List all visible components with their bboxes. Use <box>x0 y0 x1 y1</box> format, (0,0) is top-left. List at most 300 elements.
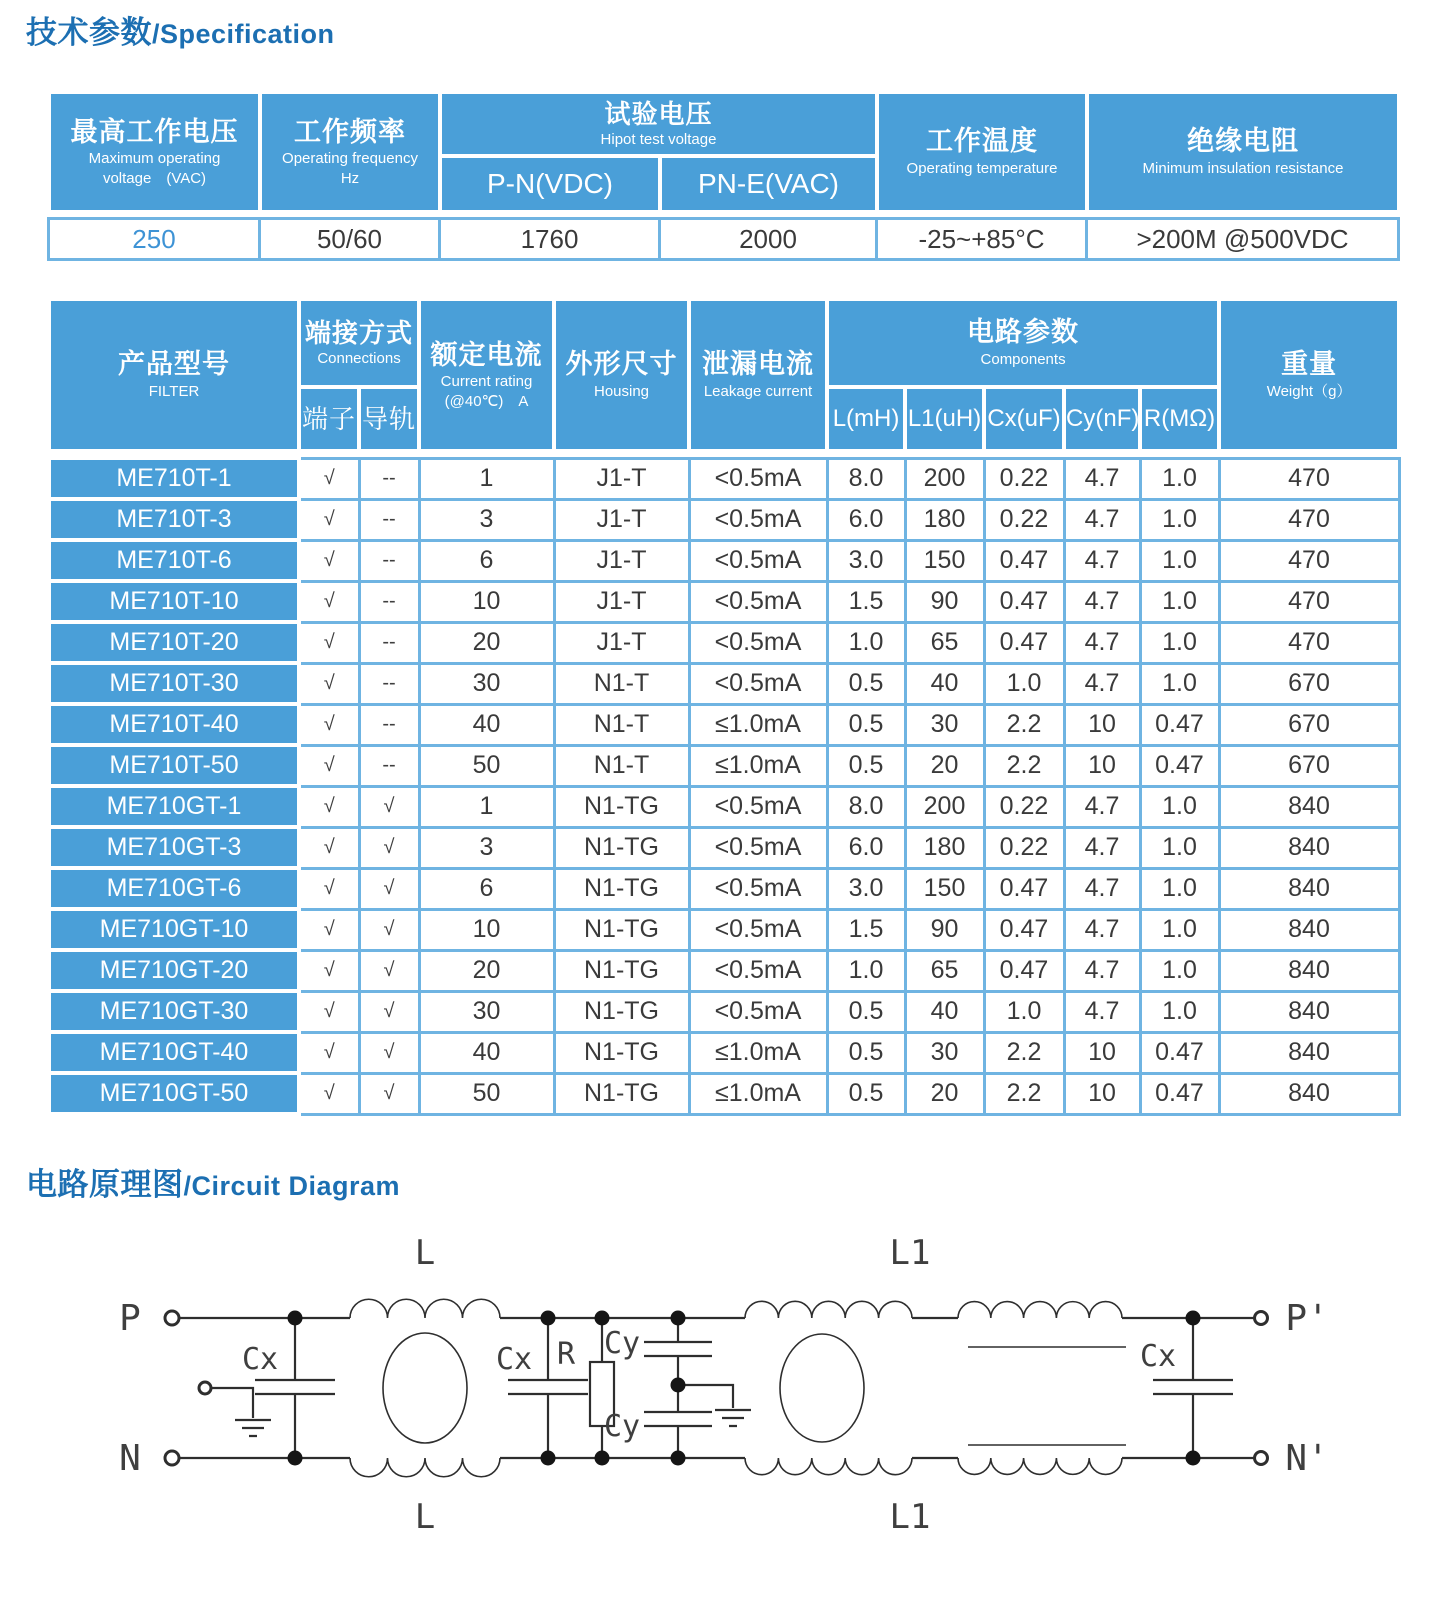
ground-icon <box>235 1420 271 1436</box>
table-row <box>49 663 1399 704</box>
data-cell: <0.5mA <box>689 909 827 950</box>
data-cell: 0.22 <box>984 786 1064 827</box>
data-cell: 3 <box>419 827 554 868</box>
value-insulation: >200M @500VDC <box>1087 219 1399 260</box>
header-hipot-en: Hipot test voltage <box>600 130 717 148</box>
data-cell: 65 <box>905 622 984 663</box>
data-cell: 1.0 <box>1140 663 1219 704</box>
value-pne-vac: 2000 <box>660 219 877 260</box>
header-components-zh: 电路参数 <box>967 317 1080 348</box>
data-cell: 0.47 <box>984 868 1064 909</box>
junction-dot <box>1186 1451 1201 1466</box>
header-cy-nf: Cy(nF) <box>1064 387 1140 451</box>
model-cell: ME710GT-40 <box>49 1032 299 1073</box>
terminal-n <box>165 1451 179 1465</box>
data-cell: -- <box>359 663 419 704</box>
junction-dot <box>595 1451 610 1466</box>
table-row <box>49 868 1399 909</box>
data-cell: √ <box>359 1032 419 1073</box>
junction-dot <box>541 1311 556 1326</box>
data-cell: √ <box>299 499 359 540</box>
data-cell: √ <box>359 1073 419 1114</box>
data-cell: J1-T <box>554 622 689 663</box>
data-cell: √ <box>299 458 359 499</box>
capacitor-cx2 <box>508 1380 588 1394</box>
inductor-l-top <box>350 1299 500 1318</box>
terminal-p <box>165 1311 179 1325</box>
header-current-en2: (@40℃) A <box>444 392 529 410</box>
data-cell: 1 <box>419 458 554 499</box>
data-cell: 0.47 <box>984 950 1064 991</box>
data-cell: 0.47 <box>984 581 1064 622</box>
data-cell: 20 <box>419 950 554 991</box>
circuit-schematic <box>100 1206 1410 1546</box>
data-cell: 4.7 <box>1064 991 1140 1032</box>
data-cell: N1-T <box>554 745 689 786</box>
header-frequency-en1: Operating frequency <box>282 150 418 168</box>
spec-summary-table <box>47 90 1442 261</box>
header-frequency-en2: Hz <box>340 169 360 187</box>
header-pn-vdc: P-N(VDC) <box>440 156 660 212</box>
junction-dot <box>671 1311 686 1326</box>
model-cell: ME710T-10 <box>49 581 299 622</box>
earth-terminal <box>199 1382 211 1394</box>
data-cell: 50 <box>419 1073 554 1114</box>
data-cell: 1.0 <box>1140 786 1219 827</box>
model-cell: ME710T-1 <box>49 458 299 499</box>
label-l1-bottom: L1 <box>889 1497 931 1538</box>
data-cell: 40 <box>419 1032 554 1073</box>
data-cell: 1.0 <box>984 991 1064 1032</box>
header-frequency <box>260 92 440 212</box>
value-temperature: -25~+85°C <box>877 219 1087 260</box>
data-cell: √ <box>299 909 359 950</box>
data-cell: 2.2 <box>984 1032 1064 1073</box>
data-cell: 30 <box>419 663 554 704</box>
label-cy-top: Cy <box>603 1326 641 1362</box>
header-pne-vac: PN-E(VAC) <box>660 156 877 212</box>
data-cell: 0.22 <box>984 458 1064 499</box>
data-cell: -- <box>359 499 419 540</box>
data-cell: 8.0 <box>827 458 905 499</box>
data-cell: <0.5mA <box>689 950 827 991</box>
label-p: P <box>119 1298 141 1340</box>
capacitor-cx3 <box>1153 1380 1233 1394</box>
data-cell: 1 <box>419 786 554 827</box>
data-cell: N1-T <box>554 704 689 745</box>
data-cell: 180 <box>905 827 984 868</box>
data-cell: 4.7 <box>1064 581 1140 622</box>
data-cell: 0.47 <box>984 909 1064 950</box>
header-l-mh: L(mH) <box>827 387 905 451</box>
data-cell: 840 <box>1219 786 1399 827</box>
header-components-en: Components <box>980 351 1066 369</box>
inductor-l1-top-a <box>745 1301 912 1318</box>
table-row <box>49 540 1399 581</box>
inductor-l1-bottom-b <box>958 1458 1122 1474</box>
data-cell: J1-T <box>554 458 689 499</box>
data-cell: 65 <box>905 950 984 991</box>
header-weight <box>1219 299 1399 451</box>
data-cell: N1-TG <box>554 786 689 827</box>
value-pn-vdc: 1760 <box>440 219 660 260</box>
data-cell: √ <box>299 663 359 704</box>
data-cell: 6.0 <box>827 827 905 868</box>
data-cell: 90 <box>905 581 984 622</box>
model-cell: ME710GT-10 <box>49 909 299 950</box>
header-model-en: FILTER <box>148 383 200 401</box>
spec-section-title <box>26 16 1442 50</box>
value-max-voltage: 250 <box>49 219 260 260</box>
table-row <box>49 827 1399 868</box>
header-current-rating <box>419 299 554 451</box>
data-cell: N1-TG <box>554 1032 689 1073</box>
data-cell: -- <box>359 458 419 499</box>
header-insulation-en: Minimum insulation resistance <box>1142 160 1344 178</box>
data-cell: N1-TG <box>554 909 689 950</box>
table-row <box>49 909 1399 950</box>
data-cell: 470 <box>1219 540 1399 581</box>
data-cell: 1.0 <box>1140 499 1219 540</box>
data-cell: √ <box>299 950 359 991</box>
data-cell: 200 <box>905 458 984 499</box>
data-cell: 30 <box>905 704 984 745</box>
table-row <box>49 950 1399 991</box>
data-cell: 150 <box>905 540 984 581</box>
data-cell: 4.7 <box>1064 909 1140 950</box>
data-cell: 200 <box>905 786 984 827</box>
header-l1-uh: L1(uH) <box>905 387 984 451</box>
header-weight-en: Weight（g） <box>1266 383 1352 401</box>
data-cell: 40 <box>905 663 984 704</box>
data-cell: √ <box>299 827 359 868</box>
spec-summary-values <box>47 217 1400 261</box>
data-cell: -- <box>359 745 419 786</box>
choke-core-l <box>383 1333 467 1443</box>
data-cell: √ <box>299 1073 359 1114</box>
data-cell: √ <box>359 868 419 909</box>
table-row <box>49 704 1399 745</box>
data-cell: 670 <box>1219 704 1399 745</box>
choke-core-lines <box>968 1347 1126 1445</box>
data-cell: 10 <box>1064 745 1140 786</box>
data-cell: <0.5mA <box>689 499 827 540</box>
data-cell: <0.5mA <box>689 868 827 909</box>
data-cell: 470 <box>1219 622 1399 663</box>
header-cx-uf: Cx(uF) <box>984 387 1064 451</box>
data-cell: 10 <box>419 909 554 950</box>
data-cell: 470 <box>1219 458 1399 499</box>
model-cell: ME710GT-50 <box>49 1073 299 1114</box>
header-frequency-zh: 工作频率 <box>294 116 406 147</box>
spec-summary-value-row <box>49 219 1399 260</box>
table-row <box>49 1032 1399 1073</box>
data-cell: 1.0 <box>984 663 1064 704</box>
data-cell: √ <box>359 909 419 950</box>
data-cell: √ <box>359 950 419 991</box>
data-cell: √ <box>299 868 359 909</box>
header-leakage <box>689 299 827 451</box>
data-cell: √ <box>359 991 419 1032</box>
header-weight-zh: 重量 <box>1281 349 1338 380</box>
data-cell: 3.0 <box>827 540 905 581</box>
data-cell: 840 <box>1219 868 1399 909</box>
choke-core-l1 <box>780 1334 864 1442</box>
table-row <box>49 581 1399 622</box>
data-cell: 840 <box>1219 950 1399 991</box>
header-din-rail: 导轨 <box>359 387 419 451</box>
model-cell: ME710GT-30 <box>49 991 299 1032</box>
label-cx2: Cx <box>495 1342 533 1378</box>
spec-rows <box>49 458 1399 1114</box>
data-cell: 1.0 <box>1140 622 1219 663</box>
model-cell: ME710GT-6 <box>49 868 299 909</box>
data-cell: N1-T <box>554 663 689 704</box>
data-cell: ≤1.0mA <box>689 1073 827 1114</box>
data-cell: √ <box>299 581 359 622</box>
data-cell: 470 <box>1219 581 1399 622</box>
data-cell: 0.5 <box>827 991 905 1032</box>
model-cell: ME710T-40 <box>49 704 299 745</box>
header-connections-zh: 端接方式 <box>305 317 414 348</box>
spec-summary-header <box>47 90 1401 214</box>
data-cell: 1.0 <box>1140 950 1219 991</box>
data-cell: 40 <box>905 991 984 1032</box>
data-cell: 30 <box>905 1032 984 1073</box>
table-row <box>49 786 1399 827</box>
data-cell: 1.0 <box>1140 991 1219 1032</box>
spec-title-en: /Specification <box>152 19 335 49</box>
data-cell: 0.22 <box>984 827 1064 868</box>
table-row <box>49 458 1399 499</box>
header-temperature <box>877 92 1087 212</box>
model-cell: ME710T-30 <box>49 663 299 704</box>
data-cell: 840 <box>1219 1032 1399 1073</box>
data-cell: √ <box>299 622 359 663</box>
data-cell: 10 <box>1064 1032 1140 1073</box>
data-cell: J1-T <box>554 540 689 581</box>
data-cell: 1.5 <box>827 581 905 622</box>
terminal-p-out <box>1255 1312 1268 1325</box>
data-cell: -- <box>359 622 419 663</box>
table-row <box>49 622 1399 663</box>
label-cy-bottom: Cy <box>603 1409 641 1445</box>
data-cell: 670 <box>1219 663 1399 704</box>
model-cell: ME710GT-3 <box>49 827 299 868</box>
data-cell: 0.47 <box>984 540 1064 581</box>
data-cell: N1-TG <box>554 950 689 991</box>
header-terminal: 端子 <box>299 387 359 451</box>
model-cell: ME710T-20 <box>49 622 299 663</box>
junction-dot <box>288 1451 303 1466</box>
data-cell: 90 <box>905 909 984 950</box>
data-cell: 4.7 <box>1064 458 1140 499</box>
data-cell: 20 <box>905 745 984 786</box>
data-cell: 0.5 <box>827 663 905 704</box>
data-cell: -- <box>359 540 419 581</box>
label-n: N <box>119 1438 141 1480</box>
data-cell: 0.47 <box>984 622 1064 663</box>
header-hipot-zh: 试验电压 <box>604 98 713 129</box>
data-cell: N1-TG <box>554 991 689 1032</box>
data-cell: √ <box>359 827 419 868</box>
junction-dot <box>541 1451 556 1466</box>
label-l1-top: L1 <box>889 1233 931 1274</box>
data-cell: 150 <box>905 868 984 909</box>
data-cell: 1.0 <box>1140 827 1219 868</box>
data-cell: ≤1.0mA <box>689 745 827 786</box>
data-cell: 0.22 <box>984 499 1064 540</box>
table-row <box>49 1073 1399 1114</box>
junction-dot <box>595 1311 610 1326</box>
data-cell: 2.2 <box>984 745 1064 786</box>
label-l-top: L <box>414 1233 436 1274</box>
model-table-header <box>47 297 1401 453</box>
data-cell: 3 <box>419 499 554 540</box>
data-cell: -- <box>359 581 419 622</box>
label-cx3: Cx <box>1139 1339 1177 1375</box>
data-cell: -- <box>359 704 419 745</box>
header-housing-zh: 外形尺寸 <box>565 349 678 380</box>
data-cell: √ <box>299 540 359 581</box>
data-cell: <0.5mA <box>689 663 827 704</box>
data-cell: <0.5mA <box>689 540 827 581</box>
data-cell: 670 <box>1219 745 1399 786</box>
data-cell: J1-T <box>554 499 689 540</box>
data-cell: 3.0 <box>827 868 905 909</box>
data-cell: 8.0 <box>827 786 905 827</box>
data-cell: 4.7 <box>1064 950 1140 991</box>
model-cell: ME710T-6 <box>49 540 299 581</box>
table-row <box>49 991 1399 1032</box>
data-cell: <0.5mA <box>689 786 827 827</box>
header-leakage-en: Leakage current <box>703 383 813 401</box>
header-model <box>49 299 299 451</box>
data-cell: 0.5 <box>827 704 905 745</box>
data-cell: 840 <box>1219 991 1399 1032</box>
data-cell: 470 <box>1219 499 1399 540</box>
data-cell: 4.7 <box>1064 499 1140 540</box>
data-cell: 10 <box>1064 1073 1140 1114</box>
data-cell: 30 <box>419 991 554 1032</box>
header-temperature-en: Operating temperature <box>906 160 1058 178</box>
model-table <box>47 297 1442 1116</box>
data-cell: <0.5mA <box>689 827 827 868</box>
circuit-diagram <box>100 1206 1442 1551</box>
data-cell: 4.7 <box>1064 827 1140 868</box>
value-frequency: 50/60 <box>260 219 440 260</box>
label-l-bottom: L <box>414 1497 436 1538</box>
junction-dot <box>288 1311 303 1326</box>
header-leakage-zh: 泄漏电流 <box>702 349 815 380</box>
data-cell: N1-TG <box>554 1073 689 1114</box>
data-cell: 20 <box>419 622 554 663</box>
data-cell: 0.47 <box>1140 704 1219 745</box>
data-cell: √ <box>359 786 419 827</box>
data-cell: 2.2 <box>984 704 1064 745</box>
data-cell: √ <box>299 745 359 786</box>
data-cell: 1.5 <box>827 909 905 950</box>
data-cell: 0.47 <box>1140 1073 1219 1114</box>
header-insulation <box>1087 92 1399 212</box>
data-cell: ≤1.0mA <box>689 704 827 745</box>
data-cell: 180 <box>905 499 984 540</box>
header-hipot <box>440 92 877 156</box>
data-cell: 0.47 <box>1140 745 1219 786</box>
ground-icon <box>715 1410 751 1426</box>
data-cell: 1.0 <box>1140 581 1219 622</box>
data-cell: <0.5mA <box>689 991 827 1032</box>
data-cell: 0.5 <box>827 1032 905 1073</box>
header-max-voltage-en1: Maximum operating <box>88 150 221 168</box>
data-cell: 1.0 <box>1140 540 1219 581</box>
model-cell: ME710GT-20 <box>49 950 299 991</box>
header-max-voltage-zh: 最高工作电压 <box>70 116 239 147</box>
circuit-section-title <box>26 1168 1442 1202</box>
data-cell: 4.7 <box>1064 622 1140 663</box>
data-cell: N1-TG <box>554 868 689 909</box>
data-cell: 0.47 <box>1140 1032 1219 1073</box>
label-p-out: P' <box>1285 1298 1329 1340</box>
header-current-en1: Current rating <box>440 373 533 391</box>
data-cell: <0.5mA <box>689 581 827 622</box>
data-cell: √ <box>299 786 359 827</box>
model-cell: ME710T-3 <box>49 499 299 540</box>
circuit-title-zh: 电路原理图 <box>26 1167 184 1203</box>
spec-title-zh: 技术参数 <box>26 15 152 50</box>
header-current-zh: 额定电流 <box>430 339 543 370</box>
data-cell: 6 <box>419 540 554 581</box>
wire <box>678 1385 733 1408</box>
data-cell: <0.5mA <box>689 622 827 663</box>
data-cell: 4.7 <box>1064 540 1140 581</box>
data-cell: 6.0 <box>827 499 905 540</box>
circuit-title-en: /Circuit Diagram <box>183 1171 401 1202</box>
model-table-body <box>47 456 1401 1116</box>
capacitor-cy-top <box>644 1342 712 1356</box>
data-cell: <0.5mA <box>689 458 827 499</box>
data-cell: √ <box>299 991 359 1032</box>
capacitor-cx1 <box>255 1380 335 1394</box>
header-components <box>827 299 1219 387</box>
table-row <box>49 499 1399 540</box>
data-cell: 1.0 <box>1140 458 1219 499</box>
data-cell: 10 <box>1064 704 1140 745</box>
label-n-out: N' <box>1285 1438 1329 1480</box>
inductor-l1-bottom-a <box>745 1458 912 1475</box>
data-cell: 4.7 <box>1064 663 1140 704</box>
data-cell: √ <box>299 704 359 745</box>
header-model-zh: 产品型号 <box>118 349 230 380</box>
inductor-l1-top-b <box>958 1302 1122 1318</box>
capacitor-cy-bottom <box>644 1412 712 1426</box>
data-cell: 1.0 <box>827 950 905 991</box>
data-cell: 50 <box>419 745 554 786</box>
data-cell: 0.5 <box>827 1073 905 1114</box>
junction-dot <box>1186 1311 1201 1326</box>
data-cell: ≤1.0mA <box>689 1032 827 1073</box>
data-cell: 1.0 <box>1140 909 1219 950</box>
header-max-voltage-en2: voltage (VAC) <box>102 169 207 187</box>
data-cell: 4.7 <box>1064 786 1140 827</box>
data-cell: N1-TG <box>554 827 689 868</box>
data-cell: 10 <box>419 581 554 622</box>
header-connections-en: Connections <box>317 349 401 367</box>
data-cell: 840 <box>1219 827 1399 868</box>
header-housing <box>554 299 689 451</box>
model-cell: ME710T-50 <box>49 745 299 786</box>
header-connections <box>299 299 419 387</box>
